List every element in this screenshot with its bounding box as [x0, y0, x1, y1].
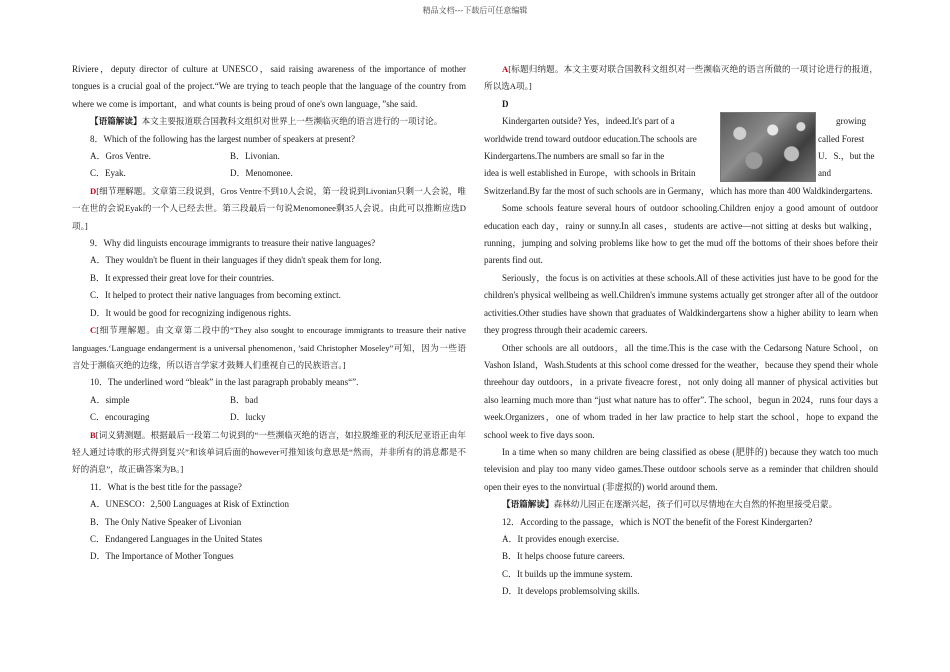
question-8: 8．Which of the following has the largest number of speakers at present? — [90, 133, 356, 144]
option: B．It helps choose future careers. — [502, 551, 625, 562]
option: C．It builds up the immune system. — [502, 568, 633, 579]
option: D．Menomonee. — [230, 168, 293, 179]
option: C．Eyak. — [90, 168, 126, 179]
answer-explanation: [细节理解题。由文章第二段中的“They also sought to encourage immigrants to treasure their native languages.‘Language endangerment is a universal phenomenon，’said Christopher Moseley”可知，因为一些语言处于濒临灭绝的边缘，所以语言学家才鼓舞人们重视自己的民族语言。] — [72, 325, 466, 370]
passage-guide — [484, 496, 878, 513]
passage-paragraph: Some schools feature several hours of outdoor schooling.Children enjoy a good amount of outdoor education each day，rainy or sunny.In all cases，students are active—not sitting at desks but walking，running，jumping and solving problems like how to get the mud off the bottoms of their shoes before their parents find out. — [484, 203, 878, 266]
passage-paragraph: In a time when so many children are being classified as obese (肥胖的) because they watch too much television and play too many video games.These outdoor schools serve as a reminder that children should open their eyes to the nonvirtual (非虚拟的) world around them. — [484, 446, 878, 492]
option: C．It helped to protect their native languages from becoming extinct. — [90, 290, 341, 301]
passage-paragraph: Other schools are all outdoors，all the time.This is the case with the Cedarsong Nature School，on Vashon Island，Wash.Students at this school come dressed for the weather，because they spend their whole threehour day outdoors，in a private fiveacre forest，not only doing all manner of physical activities but also learning much more than “just what nature has to offer”. The school，begun in 2024，runs four days a week.Organizers，one of whom traded in her law practice to help start the school，hope to expand the school week to five days soon. — [484, 342, 878, 440]
question-11: 11．What is the best title for the passage? — [90, 481, 242, 492]
answer-explanation: [词义猜测题。根据最后一段第二句说到的“一些濒临灭绝的语言，如拉脱维亚的利沃尼亚语正由年轻人通过诗歌的形式得到复兴”和该单词后面的however可推知该句意思是“然而，并非所有的消息都是不好的消息”，故正确答案为B。] — [72, 429, 466, 475]
wrapped-line — [484, 113, 878, 130]
answer-letter: B — [90, 429, 96, 440]
answer-9 — [72, 322, 466, 374]
question-9: 9．Why did linguists encourage immigrants to treasure their native languages? — [90, 238, 376, 249]
option: A．UNESCO：2,500 Languages at Risk of Extinction — [90, 499, 289, 510]
guide-label: 【语篇解读】 — [90, 116, 142, 127]
wrapped-line — [484, 148, 878, 165]
answer-11 — [484, 61, 878, 96]
options-row — [72, 409, 466, 426]
option: A．Gros Ventre. — [90, 151, 151, 162]
options-row — [72, 148, 466, 165]
option: B．The Only Native Speaker of Livonian — [90, 516, 242, 527]
guide-text: 本文主要报道联合国教科文组织对世界上一些濒临灭绝的语言进行的一项讨论。 — [141, 116, 443, 127]
question-12: 12．According to the passage，which is NOT the benefit of the Forest Kindergarten? — [502, 516, 813, 527]
line-text: growing — [836, 116, 866, 127]
option: D．The Importance of Mother Tongues — [90, 551, 234, 562]
left-column — [72, 61, 466, 566]
options-row — [72, 165, 466, 182]
option: B．bad — [230, 394, 258, 405]
right-column — [484, 61, 878, 601]
option: C．encouraging — [90, 412, 150, 423]
children-forest-photo — [720, 112, 816, 182]
option: B．It expressed their great love for their countries. — [90, 272, 274, 283]
answer-letter: D — [90, 185, 97, 196]
answer-letter: C — [90, 325, 97, 336]
passage-paragraph: Seriously，the focus is on activities at these schools.All of these activities just have to be good for the children's physical wellbeing as well.Children's immune systems actually get stronger after all of the outdoor activities.Other studies have shown that graduates of Waldkindergartens show a higher ability to learn when they progress through their academic careers. — [484, 272, 878, 336]
line-text: called Forest — [818, 133, 865, 144]
option: A．simple — [90, 394, 130, 405]
passage-paragraph: Switzerland.By far the most of such schools are in Germany，which has more than 400 Waldkindergartens. — [484, 185, 873, 196]
section-heading: D — [502, 98, 509, 109]
option: D．It would be good for recognizing indigenous rights. — [90, 307, 291, 318]
option: D．It develops problemsolving skills. — [502, 586, 640, 597]
passage-paragraph: Riviere，deputy director of culture at UNESCO，said raising awareness of the importance of mother tongues is a crucial goal of the project.“We are trying to teach people that the language of the country from where we come is important，and what counts is being proud of one's own language，”she said. — [72, 64, 466, 109]
line-text: Kindergarten outside? Yes，indeed.It's part of a — [502, 116, 675, 127]
answer-explanation: [标题归纳题。本文主要对联合国教科文组织对一些濒临灭绝的语言所做的一项讨论进行的报道，所以选A项。] — [484, 64, 878, 92]
line-text: worldwide trend toward outdoor education.The schools are — [484, 133, 697, 144]
answer-8 — [72, 183, 466, 235]
wrapped-line — [484, 165, 878, 182]
options-row — [72, 392, 466, 409]
line-text: Kindergartens.The numbers are small so far in the — [484, 151, 665, 162]
line-text: and — [818, 168, 831, 179]
line-text: idea is well established in Europe，with schools in Britain — [484, 168, 696, 179]
option: D．lucky — [230, 412, 266, 423]
answer-explanation: [细节理解题。文章第三段说到，Gros Ventre不到10人会说，第一段说到Livonian只剩一人会说，唯一在世的会说Eyak的一个人已经去世。第三段最后一句说Menomonee剩35人会说。由此可以推断应选D项。] — [72, 185, 466, 231]
guide-label: 【语篇解读】 — [502, 499, 554, 510]
option: A．It provides enough exercise. — [502, 533, 619, 544]
page-header: 精品文档---下载后可任意编辑 — [422, 6, 528, 15]
question-10: 10．The underlined word “bleak” in the last paragraph probably means“”. — [90, 377, 359, 388]
answer-letter: A — [502, 64, 509, 74]
answer-10 — [72, 427, 466, 479]
option: B．Livonian. — [230, 151, 280, 162]
passage-with-photo — [484, 113, 878, 183]
option: C．Endangered Languages in the United States — [90, 533, 263, 544]
guide-text: 森林幼儿园正在逐渐兴起，孩子们可以尽情地在大自然的怀抱里接受启蒙。 — [553, 499, 838, 510]
wrapped-line — [484, 131, 878, 148]
passage-guide — [72, 113, 466, 130]
line-text: U．S.，but the — [818, 151, 875, 162]
option: A．They wouldn't be fluent in their languages if they didn't speak them for long. — [90, 255, 382, 266]
